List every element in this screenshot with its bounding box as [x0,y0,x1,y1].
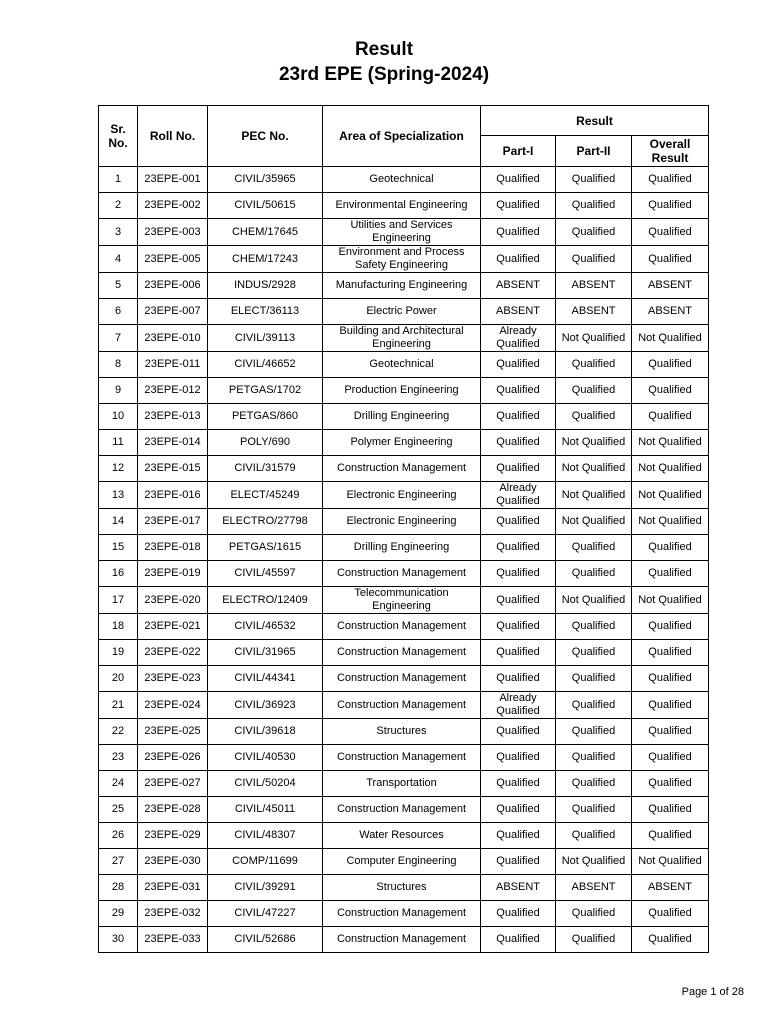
area-cell: Construction Management [323,561,481,587]
area-cell: Construction Management [323,745,481,771]
pec-no-cell: PETGAS/1702 [208,378,323,404]
header-area: Area of Specialization [323,106,481,167]
pec-no-cell: CIVIL/46652 [208,352,323,378]
pec-no-cell: CIVIL/36923 [208,692,323,719]
sr-no-cell: 29 [99,901,138,927]
part-2-cell: Not Qualified [556,849,632,875]
roll-no-cell: 23EPE-027 [138,771,208,797]
part-1-cell: Qualified [481,771,556,797]
overall-result-cell: Qualified [632,404,709,430]
sr-no-cell: 13 [99,482,138,509]
part-1-cell: Qualified [481,378,556,404]
table-row [99,823,709,849]
overall-result-cell: Qualified [632,745,709,771]
sr-no-cell: 19 [99,640,138,666]
table-row [99,193,709,219]
part-1-cell: Qualified [481,901,556,927]
pec-no-cell: CIVIL/45011 [208,797,323,823]
sr-no-cell: 21 [99,692,138,719]
pec-no-cell: CHEM/17243 [208,246,323,273]
sr-no-cell: 8 [99,352,138,378]
sr-no-cell: 26 [99,823,138,849]
area-cell: Electronic Engineering [323,482,481,509]
part-1-cell: Already Qualified [481,692,556,719]
pec-no-cell: INDUS/2928 [208,273,323,299]
area-cell: Geotechnical [323,352,481,378]
pec-no-cell: CIVIL/44341 [208,666,323,692]
header-roll-no: Roll No. [138,106,208,167]
overall-result-cell: Qualified [632,219,709,246]
part-2-cell: Not Qualified [556,456,632,482]
pec-no-cell: PETGAS/1615 [208,535,323,561]
roll-no-cell: 23EPE-011 [138,352,208,378]
table-row [99,219,709,246]
area-cell: Environmental Engineering [323,193,481,219]
sr-no-cell: 23 [99,745,138,771]
area-cell: Environment and Process Safety Engineering [323,246,481,273]
overall-result-cell: ABSENT [632,273,709,299]
sr-no-cell: 28 [99,875,138,901]
roll-no-cell: 23EPE-014 [138,430,208,456]
table-row [99,299,709,325]
area-cell: Construction Management [323,456,481,482]
roll-no-cell: 23EPE-026 [138,745,208,771]
sr-no-cell: 1 [99,167,138,193]
part-2-cell: Not Qualified [556,587,632,614]
sr-no-cell: 20 [99,666,138,692]
header-pec-no: PEC No. [208,106,323,167]
table-row [99,509,709,535]
roll-no-cell: 23EPE-003 [138,219,208,246]
table-row [99,927,709,953]
sr-no-cell: 3 [99,219,138,246]
pec-no-cell: CIVIL/46532 [208,614,323,640]
area-cell: Construction Management [323,927,481,953]
area-cell: Polymer Engineering [323,430,481,456]
area-cell: Manufacturing Engineering [323,273,481,299]
part-1-cell: Qualified [481,640,556,666]
part-2-cell: Not Qualified [556,430,632,456]
part-2-cell: Qualified [556,246,632,273]
part-1-cell: Qualified [481,614,556,640]
part-2-cell: Qualified [556,666,632,692]
overall-result-cell: Qualified [632,535,709,561]
part-2-cell: Qualified [556,167,632,193]
results-table [98,105,709,953]
part-2-cell: Qualified [556,535,632,561]
overall-result-cell: Not Qualified [632,849,709,875]
area-cell: Construction Management [323,640,481,666]
part-1-cell: Qualified [481,246,556,273]
table-row [99,167,709,193]
roll-no-cell: 23EPE-012 [138,378,208,404]
page-subtitle: 23rd EPE (Spring-2024) [278,64,490,85]
part-2-cell: Qualified [556,561,632,587]
part-1-cell: ABSENT [481,875,556,901]
part-2-cell: Qualified [556,797,632,823]
roll-no-cell: 23EPE-022 [138,640,208,666]
roll-no-cell: 23EPE-029 [138,823,208,849]
part-2-cell: Qualified [556,352,632,378]
part-1-cell: Qualified [481,167,556,193]
header-result: Result [481,106,709,136]
table-row [99,535,709,561]
part-2-cell: Qualified [556,901,632,927]
roll-no-cell: 23EPE-002 [138,193,208,219]
part-2-cell: Qualified [556,193,632,219]
roll-no-cell: 23EPE-028 [138,797,208,823]
overall-result-cell: Qualified [632,614,709,640]
part-2-cell: Qualified [556,719,632,745]
pec-no-cell: CHEM/17645 [208,219,323,246]
roll-no-cell: 23EPE-001 [138,167,208,193]
area-cell: Construction Management [323,614,481,640]
roll-no-cell: 23EPE-030 [138,849,208,875]
header-part-1: Part-I [481,136,556,167]
sr-no-cell: 11 [99,430,138,456]
part-1-cell: Qualified [481,666,556,692]
roll-no-cell: 23EPE-031 [138,875,208,901]
table-row [99,797,709,823]
overall-result-cell: Qualified [632,246,709,273]
page-title: Result [354,39,414,60]
part-2-cell: Qualified [556,614,632,640]
part-1-cell: ABSENT [481,273,556,299]
overall-result-cell: Not Qualified [632,325,709,352]
pec-no-cell: ELECT/36113 [208,299,323,325]
overall-result-cell: Qualified [632,666,709,692]
table-row [99,719,709,745]
sr-no-cell: 4 [99,246,138,273]
table-row [99,771,709,797]
pec-no-cell: CIVIL/39618 [208,719,323,745]
part-2-cell: ABSENT [556,875,632,901]
part-1-cell: Qualified [481,849,556,875]
overall-result-cell: Qualified [632,561,709,587]
pec-no-cell: CIVIL/39113 [208,325,323,352]
roll-no-cell: 23EPE-033 [138,927,208,953]
overall-result-cell: Qualified [632,797,709,823]
part-2-cell: Qualified [556,404,632,430]
pec-no-cell: COMP/11699 [208,849,323,875]
roll-no-cell: 23EPE-016 [138,482,208,509]
sr-no-cell: 30 [99,927,138,953]
part-2-cell: Qualified [556,745,632,771]
part-2-cell: ABSENT [556,273,632,299]
part-1-cell: Qualified [481,561,556,587]
pec-no-cell: CIVIL/40530 [208,745,323,771]
pec-no-cell: PETGAS/860 [208,404,323,430]
overall-result-cell: Qualified [632,352,709,378]
area-cell: Construction Management [323,901,481,927]
table-row [99,430,709,456]
pec-no-cell: CIVIL/50204 [208,771,323,797]
page-number: Page 1 of 28 [681,986,744,998]
part-1-cell: Qualified [481,745,556,771]
part-1-cell: Qualified [481,430,556,456]
table-row [99,352,709,378]
table-row [99,246,709,273]
area-cell: Structures [323,719,481,745]
part-1-cell: Qualified [481,509,556,535]
table-row [99,745,709,771]
pec-no-cell: CIVIL/45597 [208,561,323,587]
table-row [99,587,709,614]
pec-no-cell: ELECTRO/12409 [208,587,323,614]
sr-no-cell: 6 [99,299,138,325]
part-2-cell: Not Qualified [556,509,632,535]
pec-no-cell: CIVIL/35965 [208,167,323,193]
area-cell: Production Engineering [323,378,481,404]
sr-no-cell: 10 [99,404,138,430]
overall-result-cell: ABSENT [632,299,709,325]
sr-no-cell: 5 [99,273,138,299]
part-2-cell: Qualified [556,692,632,719]
table-row [99,325,709,352]
table-row [99,901,709,927]
roll-no-cell: 23EPE-020 [138,587,208,614]
sr-no-cell: 22 [99,719,138,745]
sr-no-cell: 27 [99,849,138,875]
sr-no-cell: 12 [99,456,138,482]
table-row [99,378,709,404]
pec-no-cell: CIVIL/31579 [208,456,323,482]
roll-no-cell: 23EPE-007 [138,299,208,325]
area-cell: Transportation [323,771,481,797]
part-2-cell: Qualified [556,378,632,404]
sr-no-cell: 18 [99,614,138,640]
area-cell: Water Resources [323,823,481,849]
roll-no-cell: 23EPE-032 [138,901,208,927]
part-2-cell: Qualified [556,771,632,797]
sr-no-cell: 17 [99,587,138,614]
table-row [99,875,709,901]
table-row [99,640,709,666]
pec-no-cell: CIVIL/47227 [208,901,323,927]
area-cell: Construction Management [323,666,481,692]
part-1-cell: Qualified [481,535,556,561]
part-1-cell: Qualified [481,587,556,614]
table-row [99,614,709,640]
sr-no-cell: 25 [99,797,138,823]
sr-no-cell: 16 [99,561,138,587]
overall-result-cell: Not Qualified [632,430,709,456]
area-cell: Electronic Engineering [323,509,481,535]
roll-no-cell: 23EPE-005 [138,246,208,273]
part-2-cell: Qualified [556,640,632,666]
part-1-cell: Already Qualified [481,482,556,509]
overall-result-cell: ABSENT [632,875,709,901]
sr-no-cell: 2 [99,193,138,219]
overall-result-cell: Not Qualified [632,509,709,535]
sr-no-cell: 15 [99,535,138,561]
overall-result-cell: Qualified [632,901,709,927]
overall-result-cell: Not Qualified [632,587,709,614]
overall-result-cell: Not Qualified [632,456,709,482]
sr-no-cell: 24 [99,771,138,797]
overall-result-cell: Qualified [632,823,709,849]
part-1-cell: Qualified [481,797,556,823]
part-1-cell: Qualified [481,719,556,745]
part-2-cell: Qualified [556,927,632,953]
roll-no-cell: 23EPE-023 [138,666,208,692]
header-overall: Overall Result [632,136,709,167]
header-part-2: Part-II [556,136,632,167]
part-1-cell: Qualified [481,456,556,482]
area-cell: Utilities and Services Engineering [323,219,481,246]
overall-result-cell: Qualified [632,692,709,719]
part-1-cell: Qualified [481,193,556,219]
roll-no-cell: 23EPE-025 [138,719,208,745]
overall-result-cell: Qualified [632,771,709,797]
pec-no-cell: POLY/690 [208,430,323,456]
table-row [99,404,709,430]
overall-result-cell: Qualified [632,378,709,404]
roll-no-cell: 23EPE-015 [138,456,208,482]
overall-result-cell: Qualified [632,640,709,666]
roll-no-cell: 23EPE-018 [138,535,208,561]
sr-no-cell: 7 [99,325,138,352]
roll-no-cell: 23EPE-017 [138,509,208,535]
part-1-cell: Qualified [481,352,556,378]
table-row [99,482,709,509]
roll-no-cell: 23EPE-019 [138,561,208,587]
pec-no-cell: CIVIL/50615 [208,193,323,219]
area-cell: Geotechnical [323,167,481,193]
header-sr-no: Sr. No. [99,106,138,167]
part-2-cell: Not Qualified [556,482,632,509]
part-1-cell: Qualified [481,219,556,246]
overall-result-cell: Qualified [632,193,709,219]
table-row [99,666,709,692]
overall-result-cell: Qualified [632,927,709,953]
overall-result-cell: Not Qualified [632,482,709,509]
area-cell: Electric Power [323,299,481,325]
area-cell: Structures [323,875,481,901]
part-1-cell: ABSENT [481,299,556,325]
area-cell: Computer Engineering [323,849,481,875]
part-1-cell: Qualified [481,823,556,849]
area-cell: Drilling Engineering [323,404,481,430]
sr-no-cell: 9 [99,378,138,404]
area-cell: Drilling Engineering [323,535,481,561]
roll-no-cell: 23EPE-006 [138,273,208,299]
pec-no-cell: ELECT/45249 [208,482,323,509]
table-row [99,456,709,482]
overall-result-cell: Qualified [632,719,709,745]
roll-no-cell: 23EPE-013 [138,404,208,430]
sr-no-cell: 14 [99,509,138,535]
pec-no-cell: CIVIL/52686 [208,927,323,953]
part-1-cell: Already Qualified [481,325,556,352]
pec-no-cell: CIVIL/39291 [208,875,323,901]
table-row [99,273,709,299]
roll-no-cell: 23EPE-021 [138,614,208,640]
area-cell: Telecommunication Engineering [323,587,481,614]
table-row [99,849,709,875]
part-2-cell: ABSENT [556,299,632,325]
part-2-cell: Qualified [556,823,632,849]
part-2-cell: Not Qualified [556,325,632,352]
overall-result-cell: Qualified [632,167,709,193]
table-row [99,692,709,719]
pec-no-cell: CIVIL/31965 [208,640,323,666]
table-row [99,561,709,587]
part-1-cell: Qualified [481,404,556,430]
pec-no-cell: CIVIL/48307 [208,823,323,849]
results-body [99,167,709,953]
pec-no-cell: ELECTRO/27798 [208,509,323,535]
area-cell: Building and Architectural Engineering [323,325,481,352]
part-2-cell: Qualified [556,219,632,246]
part-1-cell: Qualified [481,927,556,953]
roll-no-cell: 23EPE-010 [138,325,208,352]
area-cell: Construction Management [323,692,481,719]
roll-no-cell: 23EPE-024 [138,692,208,719]
area-cell: Construction Management [323,797,481,823]
